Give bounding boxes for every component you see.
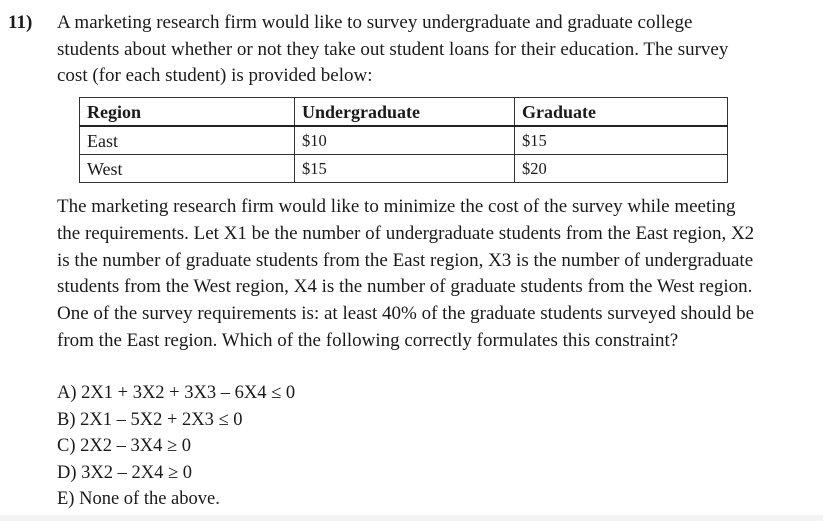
table-cell: $10 [295, 126, 515, 155]
answer-option-e: E) None of the above. [57, 489, 220, 510]
table-row [80, 126, 728, 155]
question-stem: A marketing research firm would like to survey undergraduate and graduate college students about whether or not they take out student loans for their education. The survey cost (for each student) is provided below: [57, 12, 729, 86]
table-header-row [80, 98, 728, 127]
question-body: The marketing research firm would like to minimize the cost of the survey while meeting the requirements. Let X1 be the number of undergraduate students from the East region, X2 is the number of graduate students from the East region, X3 is the number of undergraduate students from the West region, X4 is the number of graduate students from the West region. One of the survey requirements is: at least 40% of the graduate students surveyed should be from the East region. Which of the following correctly formulates this constraint? [57, 196, 755, 351]
survey-cost-table [79, 97, 728, 183]
table-cell: East [80, 126, 295, 155]
table-header-cell: Region [80, 98, 295, 127]
answer-option-d: D) 3X2 – 2X4 ≥ 0 [57, 462, 193, 483]
table-row [80, 155, 728, 183]
answer-option-b: B) 2X1 – 5X2 + 2X3 ≤ 0 [57, 409, 243, 430]
answer-option-a: A) 2X1 + 3X2 + 3X3 – 6X4 ≤ 0 [57, 383, 296, 403]
table-cell: $20 [515, 155, 728, 183]
answer-options [57, 380, 295, 513]
bottom-divider [0, 515, 823, 521]
question-number: 11) [8, 12, 33, 33]
table-header-cell: Undergraduate [295, 98, 515, 127]
answer-option-c: C) 2X2 – 3X4 ≥ 0 [57, 436, 191, 457]
table-header-cell: Graduate [515, 98, 728, 127]
table-cell: $15 [515, 126, 728, 155]
table-cell: $15 [295, 155, 515, 183]
table-cell: West [80, 155, 295, 183]
